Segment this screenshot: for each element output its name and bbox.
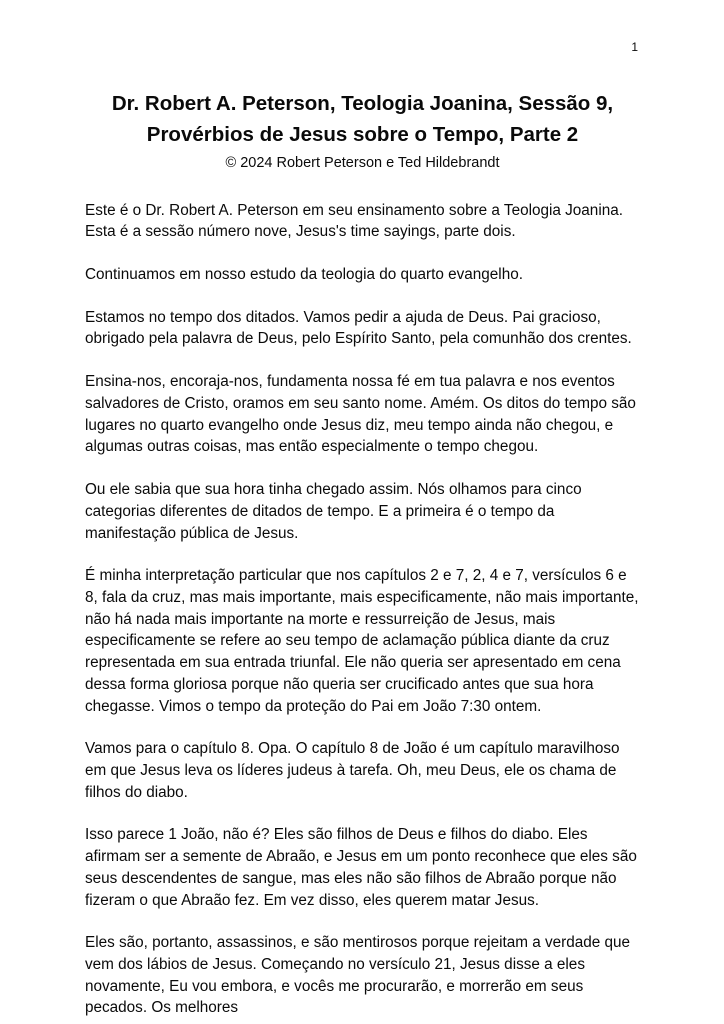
paragraph: Ou ele sabia que sua hora tinha chegado assim. Nós olhamos para cinco categorias diferentes de ditados de tempo. E a primeira é o tempo da manifestação pública de Jesus. xyxy=(85,481,582,542)
paragraph: Vamos para o capítulo 8. Opa. O capítulo 8 de João é um capítulo maravilhoso em que Jesus leva os líderes judeus à tarefa. Oh, meu Deus, ele os chama de filhos do diabo. xyxy=(85,740,620,801)
paragraph: Eles são, portanto, assassinos, e são mentirosos porque rejeitam a verdade que vem dos lábios de Jesus. Começando no versículo 21, Jesus disse a eles novamente, Eu vou embora, e vocês me procurarão, e morrerão em seus pecados. Os melhores xyxy=(85,934,631,1017)
paragraph: Continuamos em nosso estudo da teologia do quarto evangelho. xyxy=(85,266,523,284)
document-body xyxy=(85,200,640,1020)
document-title: Dr. Robert A. Peterson, Teologia Joanina, Sessão 9, Provérbios de Jesus sobre o Tempo, Parte 2 xyxy=(111,92,614,147)
paragraph: Ensina-nos, encoraja-nos, fundamenta nossa fé em tua palavra e nos eventos salvadores de Cristo, oramos em seu santo nome. Amém. Os ditos do tempo são lugares no quarto evangelho onde Jesus diz, meu tempo ainda não chegou, e algumas outras coisas, mas então especialmente o tempo chegou. xyxy=(85,373,636,456)
paragraph: Este é o Dr. Robert A. Peterson em seu ensinamento sobre a Teologia Joanina. Esta é a sessão número nove, Jesus's time sayings, parte dois. xyxy=(85,201,623,241)
page-number: 1 xyxy=(631,40,638,54)
paragraph: Estamos no tempo dos ditados. Vamos pedir a ajuda de Deus. Pai gracioso, obrigado pela palavra de Deus, pelo Espírito Santo, pela comunhão dos crentes. xyxy=(85,308,632,348)
paragraph: É minha interpretação particular que nos capítulos 2 e 7, 2, 4 e 7, versículos 6 e 8, fala da cruz, mas mais importante, mais especificamente, não mais importante, não há nada mais importante na morte e ressurreição de Jesus, mais especificamente se refere ao seu tempo de aclamação pública diante da cruz representada em sua entrada triunfal. Ele não queria ser apresentado em cena dessa forma gloriosa porque não queria ser crucificado antes que sua hora chegasse. Vimos o tempo da proteção do Pai em João 7:30 ontem. xyxy=(85,567,639,715)
copyright-line: © 2024 Robert Peterson e Ted Hildebrandt xyxy=(225,155,500,172)
paragraph: Isso parece 1 João, não é? Eles são filhos de Deus e filhos do diabo. Eles afirmam ser a semente de Abraão, e Jesus em um ponto reconhece que eles são seus descendentes de sangue, mas eles não são filhos de Abraão porque não fizeram o que Abraão fez. Em vez disso, eles querem matar Jesus. xyxy=(85,826,637,909)
